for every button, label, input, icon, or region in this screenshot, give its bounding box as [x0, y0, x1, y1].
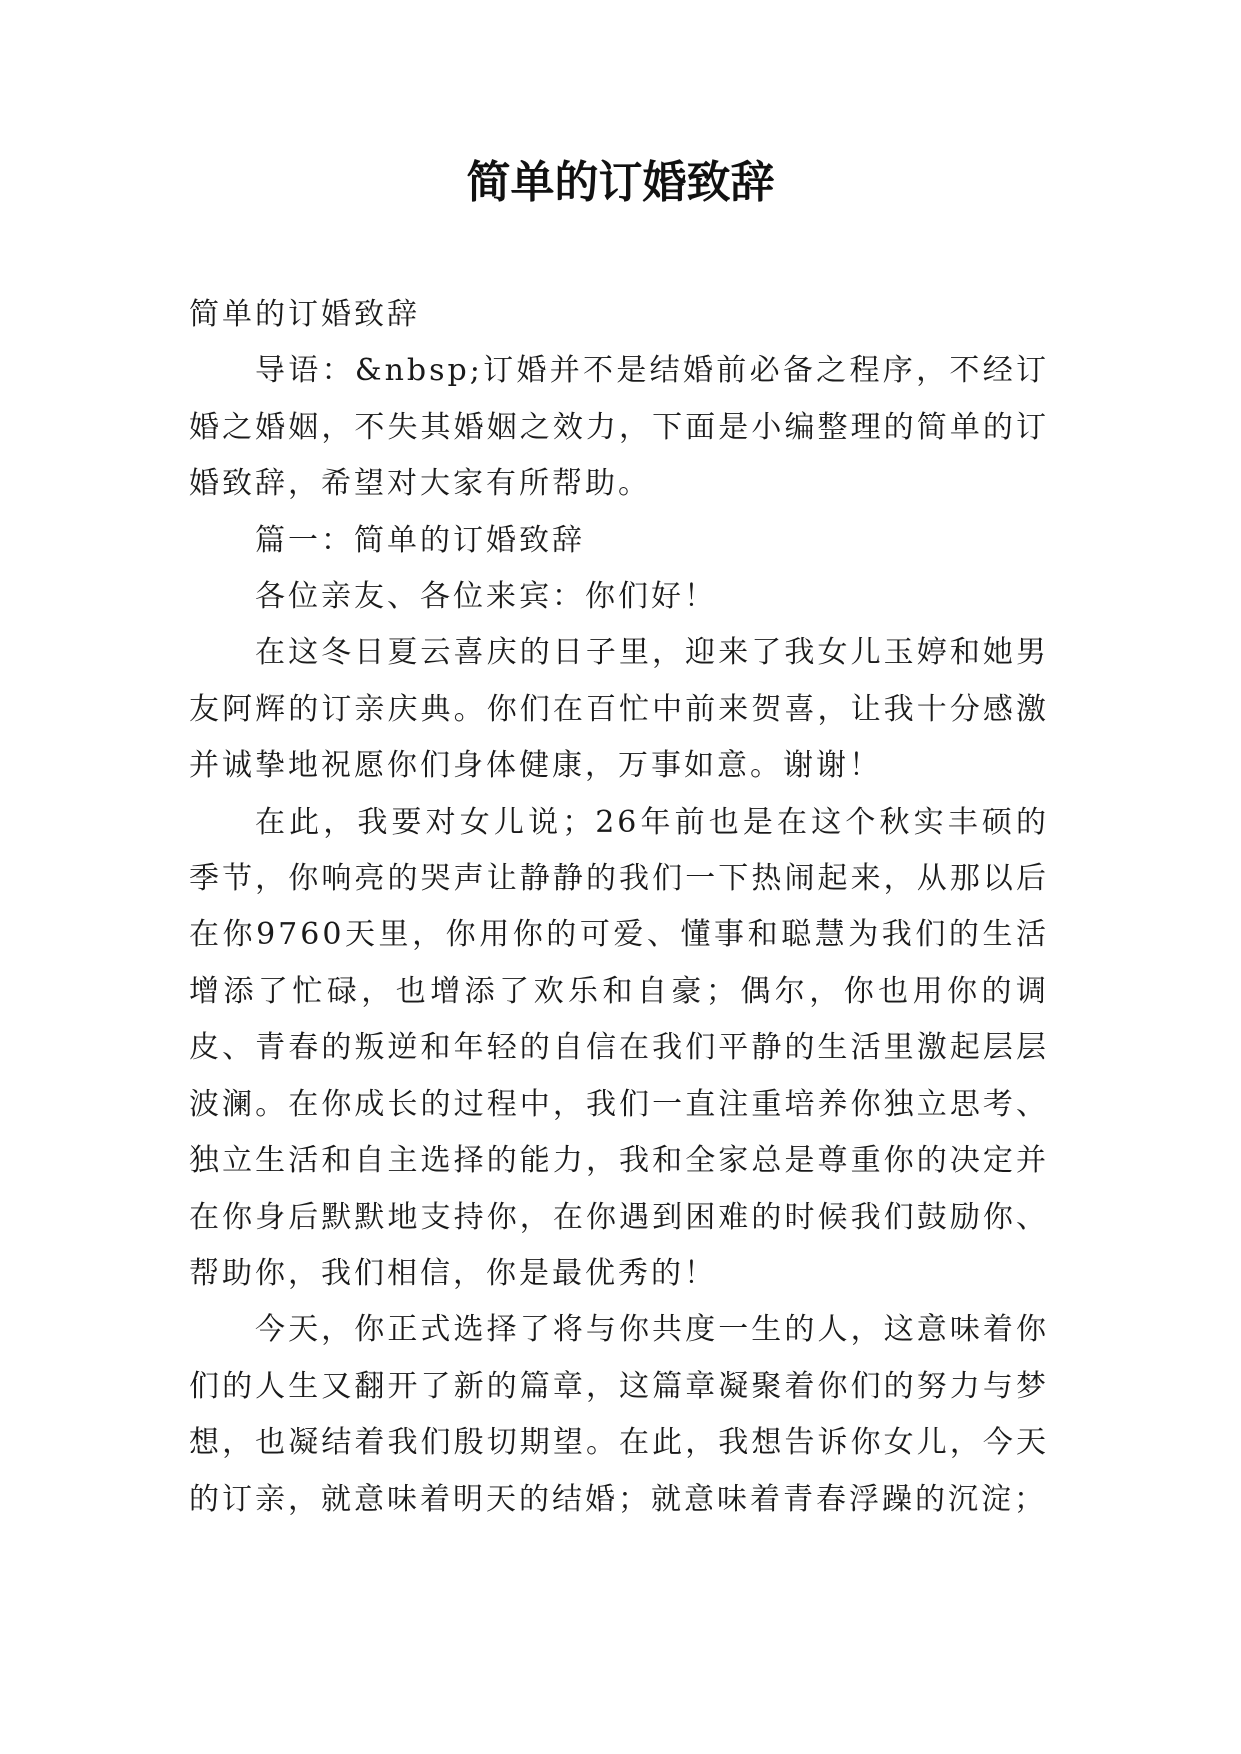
document-title: 简单的订婚致辞: [466, 157, 775, 208]
paragraph-greeting: 各位亲友、各位来宾：你们好！: [255, 579, 717, 615]
paragraph-today: 今天，你正式选择了将与你共度一生的人，这意味着你们的人生又翻开了新的篇章，这篇章凝聚着你们的努力与梦想，也凝结着我们殷切期望。在此，我想告诉你女儿，今天的订亲，就意味着明天的结婚；就意味着青春浮躁的沉淀；: [189, 1312, 1049, 1517]
paragraph-heading: 简单的订婚致辞: [189, 297, 420, 332]
paragraph-intro: 导语：&nbsp;订婚并不是结婚前必备之程序，不经订婚之婚姻，不失其婚姻之效力，下面是小编整理的简单的订婚致辞，希望对大家有所帮助。: [189, 353, 1049, 502]
paragraph-section-title: 篇一：简单的订婚致辞: [255, 522, 585, 558]
paragraph-to-daughter: 在此，我要对女儿说；26年前也是在这个秋实丰硕的季节，你响亮的哭声让静静的我们一下热闹起来，从那以后在你9760天里，你用你的可爱、懂事和聪慧为我们的生活增添了忙碌，也增添了欢乐和自豪；偶尔，你也用你的调皮、青春的叛逆和年轻的自信在我们平静的生活里激起层层波澜。在你成长的过程中，我们一直注重培养你独立思考、独立生活和自主选择的能力，我和全家总是尊重你的决定并在你身后默默地支持你，在你遇到困难的时候我们鼓励你、帮助你，我们相信，你是最优秀的！: [189, 804, 1049, 1291]
document-body: [189, 287, 1049, 1528]
paragraph-welcome: 在这冬日夏云喜庆的日子里，迎来了我女儿玉婷和她男友阿辉的订亲庆典。你们在百忙中前来贺喜，让我十分感激并诚挚地祝愿你们身体健康，万事如意。谢谢！: [189, 635, 1049, 784]
